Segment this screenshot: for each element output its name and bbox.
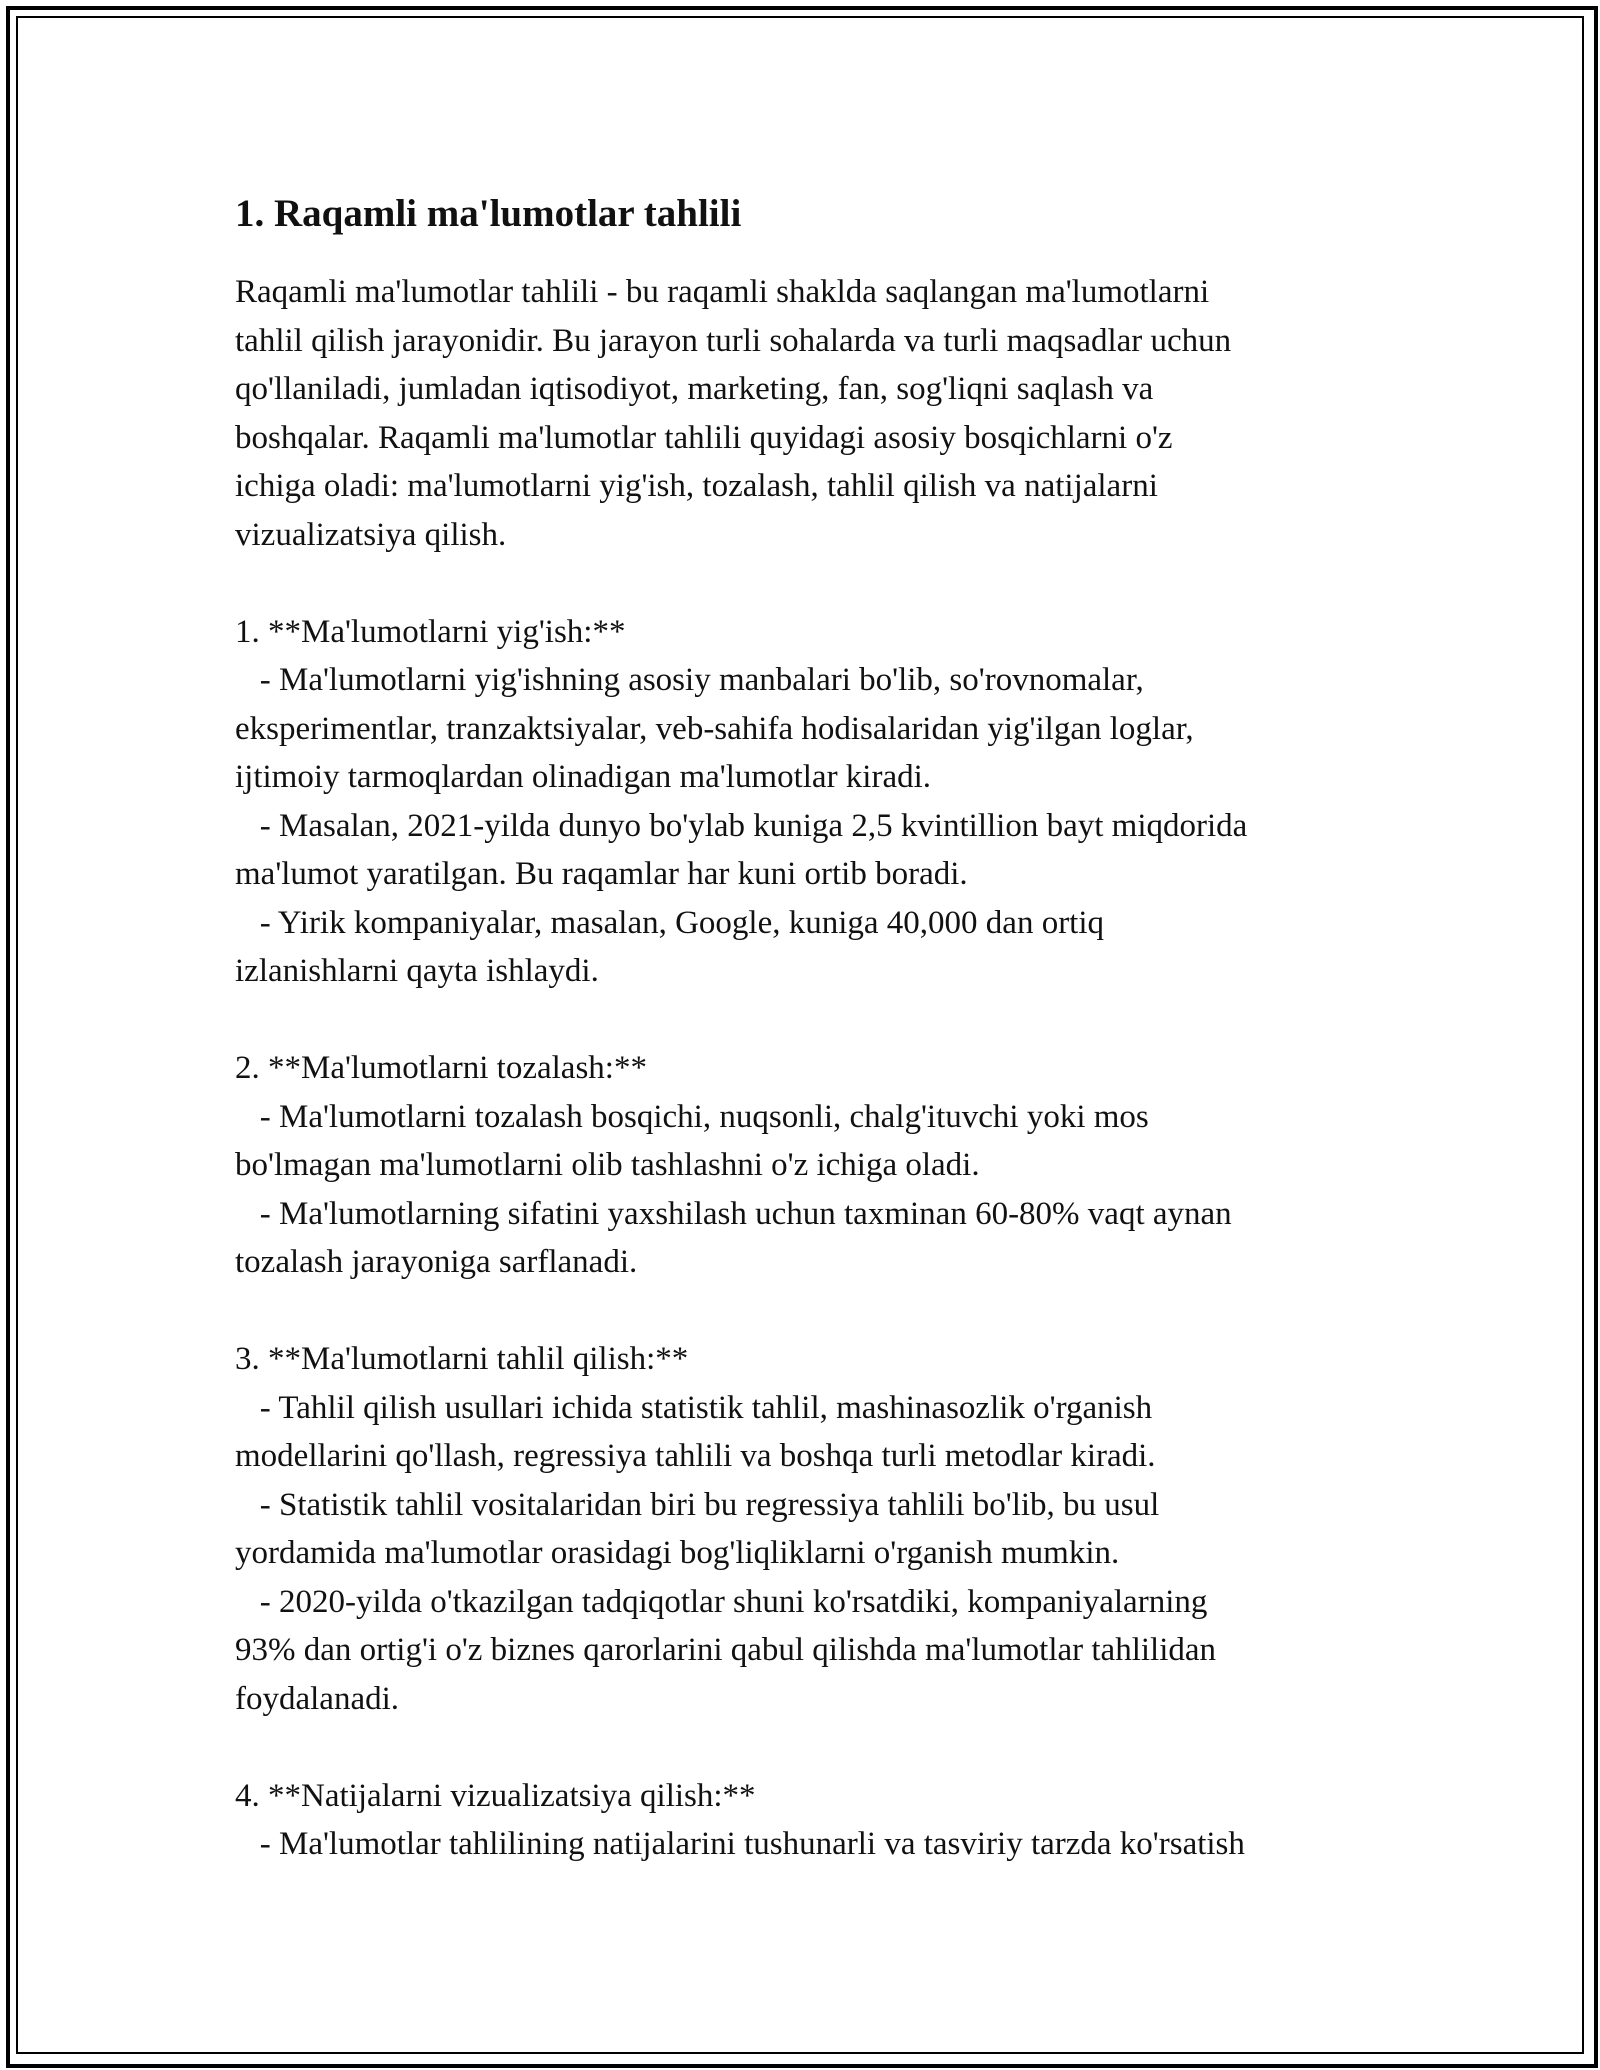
text-line: 3. **Ma'lumotlarni tahlil qilish:** xyxy=(235,1341,689,1377)
text-line xyxy=(235,559,1385,608)
text-line: tahlil qilish jarayonidir. Bu jarayon turli sohalarda va turli maqsadlar uchun xyxy=(235,322,1232,359)
text-line: - Masalan, 2021-yilda dunyo bo'ylab kuniga 2,5 kvintillion bayt miqdorida xyxy=(235,807,1248,844)
text-line: 93% dan ortig'i o'z biznes qarorlarini qabul qilishda ma'lumotlar tahlilidan xyxy=(235,1632,1217,1668)
document-body xyxy=(235,268,1385,1869)
text-line: ma'lumot yaratilgan. Bu raqamlar har kuni ortib boradi. xyxy=(235,856,968,892)
text-line: foydalanadi. xyxy=(235,1680,400,1717)
text-line: tozalash jarayoniga sarflanadi. xyxy=(235,1244,638,1280)
text-line: 2. **Ma'lumotlarni tozalash:** xyxy=(235,1050,647,1086)
text-line: Raqamli ma'lumotlar tahlili - bu raqamli shaklda saqlangan ma'lumotlarni xyxy=(235,274,1210,310)
text-line: ichiga oladi: ma'lumotlarni yig'ish, tozalash, tahlil qilish va natijalarni xyxy=(235,468,1158,504)
text-line: bo'lmagan ma'lumotlarni olib tashlashni o'z ichiga oladi. xyxy=(235,1147,980,1183)
text-line: ijtimoiy tarmoqlardan olinadigan ma'lumotlar kiradi. xyxy=(235,759,932,795)
text-line: modellarini qo'llash, regressiya tahlili va boshqa turli metodlar kiradi. xyxy=(235,1438,1156,1474)
document-title: 1. Raqamli ma'lumotlar tahlili xyxy=(235,192,742,235)
text-line xyxy=(235,1287,1385,1336)
text-line xyxy=(235,996,1385,1045)
text-line: - Ma'lumotlar tahlilining natijalarini tushunarli va tasviriy tarzda ko'rsatish xyxy=(235,1826,1245,1862)
text-line xyxy=(235,1723,1385,1772)
text-line: - Ma'lumotlarni yig'ishning asosiy manbalari bo'lib, so'rovnomalar, xyxy=(235,662,1144,698)
text-line: - Statistik tahlil vositalaridan biri bu regressiya tahlili bo'lib, bu usul xyxy=(235,1486,1160,1523)
text-line: izlanishlarni qayta ishlaydi. xyxy=(235,953,599,989)
text-line: eksperimentlar, tranzaktsiyalar, veb-sahifa hodisalaridan yig'ilgan loglar, xyxy=(235,710,1194,747)
text-line: - Tahlil qilish usullari ichida statistik tahlil, mashinasozlik o'rganish xyxy=(235,1389,1153,1426)
text-line: 1. **Ma'lumotlarni yig'ish:** xyxy=(235,613,626,650)
text-line: yordamida ma'lumotlar orasidagi bog'liqliklarni o'rganish mumkin. xyxy=(235,1535,1120,1571)
document-content xyxy=(235,188,1385,1869)
text-line: boshqalar. Raqamli ma'lumotlar tahlili quyidagi asosiy bosqichlarni o'z xyxy=(235,419,1173,456)
text-line: - Ma'lumotlarning sifatini yaxshilash uchun taxminan 60-80% vaqt aynan xyxy=(235,1195,1232,1232)
text-line: - 2020-yilda o'tkazilgan tadqiqotlar shuni ko'rsatdiki, kompaniyalarning xyxy=(235,1583,1208,1620)
text-line: 4. **Natijalarni vizualizatsiya qilish:** xyxy=(235,1777,756,1814)
text-line: - Yirik kompaniyalar, masalan, Google, kuniga 40,000 dan ortiq xyxy=(235,904,1105,941)
text-line: - Ma'lumotlarni tozalash bosqichi, nuqsonli, chalg'ituvchi yoki mos xyxy=(235,1098,1149,1135)
text-line: vizualizatsiya qilish. xyxy=(235,516,507,553)
text-line: qo'llaniladi, jumladan iqtisodiyot, marketing, fan, sog'liqni saqlash va xyxy=(235,371,1154,407)
